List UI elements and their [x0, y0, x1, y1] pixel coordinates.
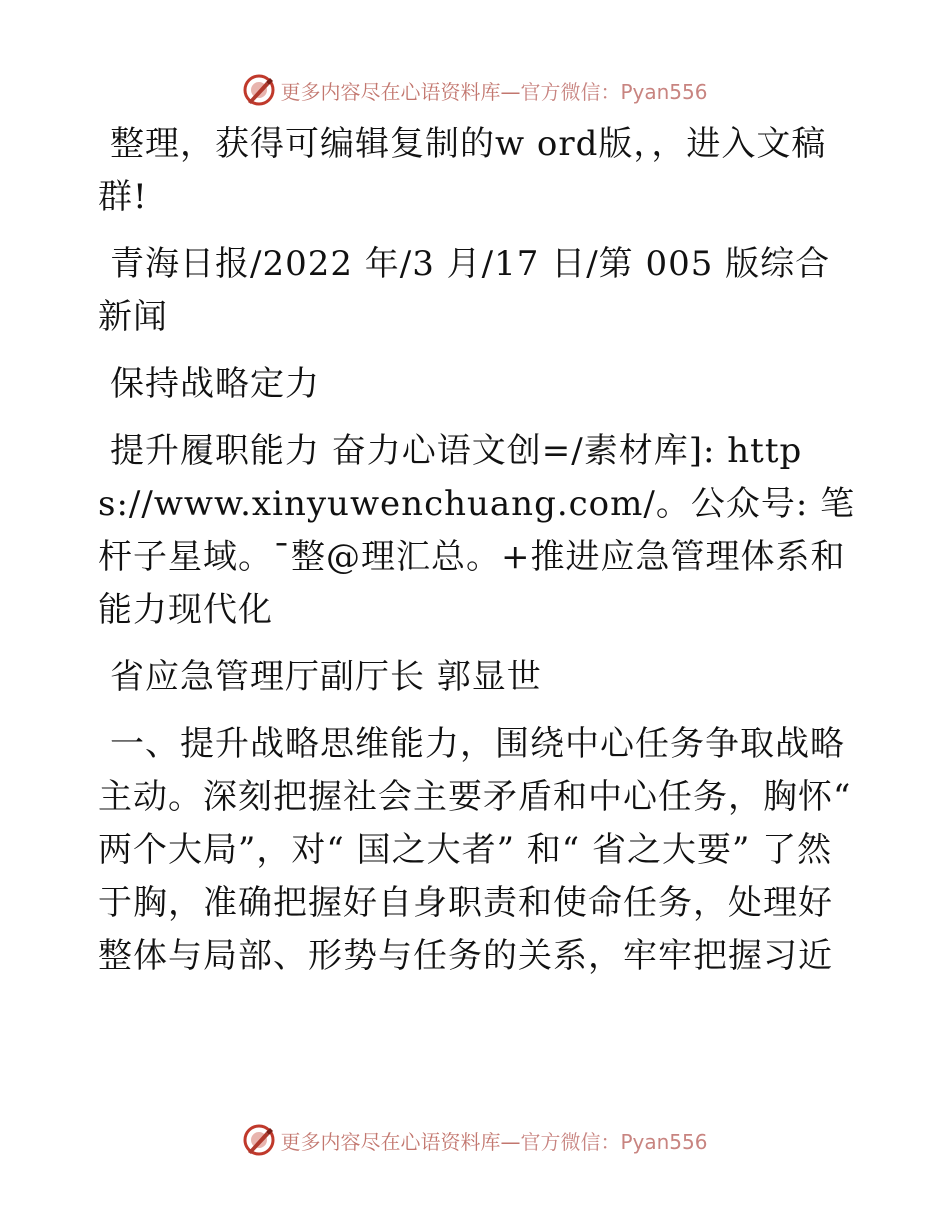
footer-banner — [0, 1120, 950, 1160]
doc-paragraph-author: 省应急管理厅副厅长 郭显世 — [110, 657, 542, 697]
header-banner-wechat: 官方微信：Pyan556 — [520, 79, 708, 104]
pen-seal-logo-icon — [242, 73, 276, 107]
header-banner-title: 更多内容尽在心语资料库 — [280, 79, 501, 104]
doc-paragraph-intro: 整理，获得可编辑复制的w ord版，，进入文稿群! — [98, 124, 827, 217]
footer-banner-title: 更多内容尽在心语资料库 — [280, 1129, 501, 1154]
doc-paragraph-heading-1: 保持战略定力 — [110, 364, 320, 404]
header-banner-dash: — — [500, 79, 521, 104]
doc-paragraph-source: 青海日报/2022 年/3 月/17 日/第 005 版综合新闻 — [98, 244, 831, 337]
pen-seal-logo-icon — [242, 1123, 276, 1157]
footer-banner-dash: — — [500, 1129, 521, 1154]
doc-paragraph-heading-2: 提升履职能力 奋力心语文创=/素材库]: https://www.xinyuwenchuang.com/。公众号: 笔杆子星域。¯整@理汇总。+推进应急管理体系和能力现代化 — [98, 431, 856, 630]
document-body — [98, 118, 858, 997]
footer-banner-wechat: 官方微信：Pyan556 — [520, 1129, 708, 1154]
header-banner — [0, 70, 950, 110]
doc-paragraph-section-1: 一、提升战略思维能力，围绕中心任务争取战略主动。深刻把握社会主要矛盾和中心任务，胸怀“ 两个大局”，对“ 国之大者” 和“ 省之大要” 了然于胸，准确把握好自身职责和使命任务，处理好整体与局部、形势与任务的关系，牢牢把握习近 — [98, 724, 852, 976]
